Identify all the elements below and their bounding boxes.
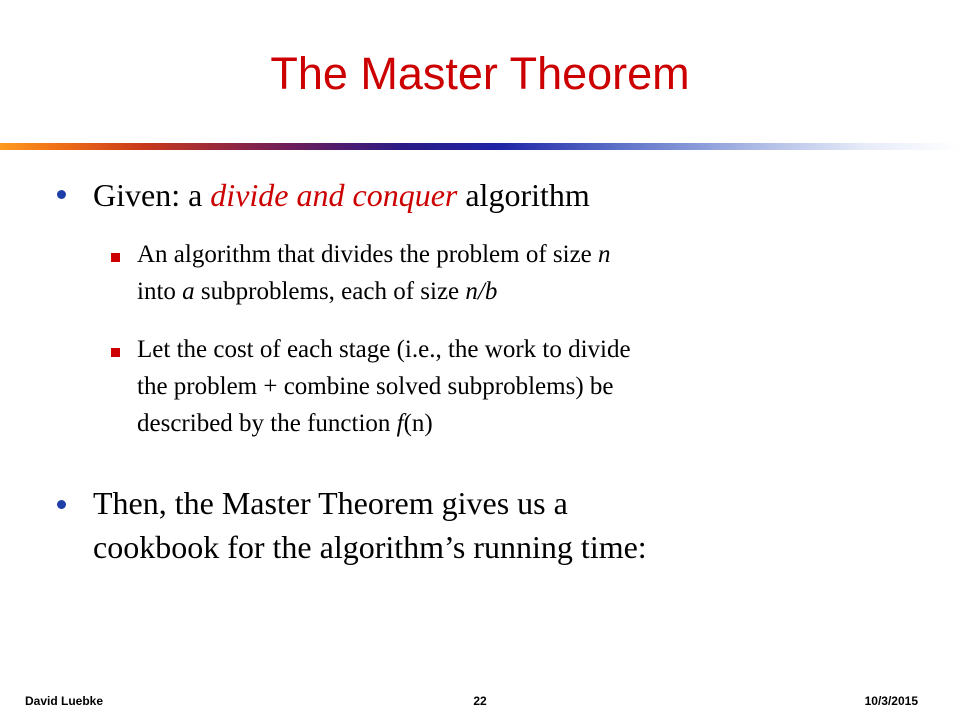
sub-bullet-algorithm-line2: [137, 273, 611, 310]
slide-title: The Master Theorem: [270, 48, 690, 99]
footer-author: David Luebke: [25, 694, 104, 708]
footer-date: 10/3/2015: [864, 694, 918, 708]
sub-bullet-cost-line1: Let the cost of each stage (i.e., the work to divide: [137, 336, 631, 363]
sub-bullet-algorithm-line1: [137, 236, 611, 273]
bullet-then-line2: cookbook for the algorithm’s running time:: [93, 529, 647, 565]
sub1-line2-var2: n/b: [465, 278, 498, 305]
bullet-then-line1: Then, the Master Theorem gives us a: [93, 485, 568, 521]
sub-bullet-square-icon: [111, 253, 120, 262]
bullet-then: [93, 481, 647, 569]
footer-page-number: 22: [473, 694, 487, 708]
sub1-line2-var: a: [182, 278, 195, 305]
sub2-line3-pre: described by the function: [137, 410, 397, 437]
sub-bullet-cost: [137, 331, 631, 442]
bullet-given: [93, 173, 590, 217]
bullet-given-prefix: Given: a: [93, 177, 211, 213]
bullet-dot-icon: [57, 190, 66, 199]
sub-bullet-square-icon: [111, 348, 120, 357]
sub-bullet-cost-line2: the problem + combine solved subproblems) be: [137, 373, 614, 400]
bullet-dot-icon: [57, 500, 66, 509]
sub1-line1-var: n: [598, 241, 611, 268]
sub-bullet-cost-line3: [137, 405, 631, 442]
sub-bullet-algorithm: [137, 236, 611, 310]
bullet-given-highlight: divide and conquer: [210, 177, 458, 213]
bullet-given-suffix: algorithm: [457, 177, 590, 213]
sub2-line3-post: (n): [403, 410, 433, 437]
sub1-line2-mid: subproblems, each of size: [194, 278, 466, 305]
sub1-line1-text: An algorithm that divides the problem of size: [137, 241, 599, 268]
sub1-line2-pre: into: [137, 278, 183, 305]
sub2-line3-f: f: [396, 410, 404, 437]
